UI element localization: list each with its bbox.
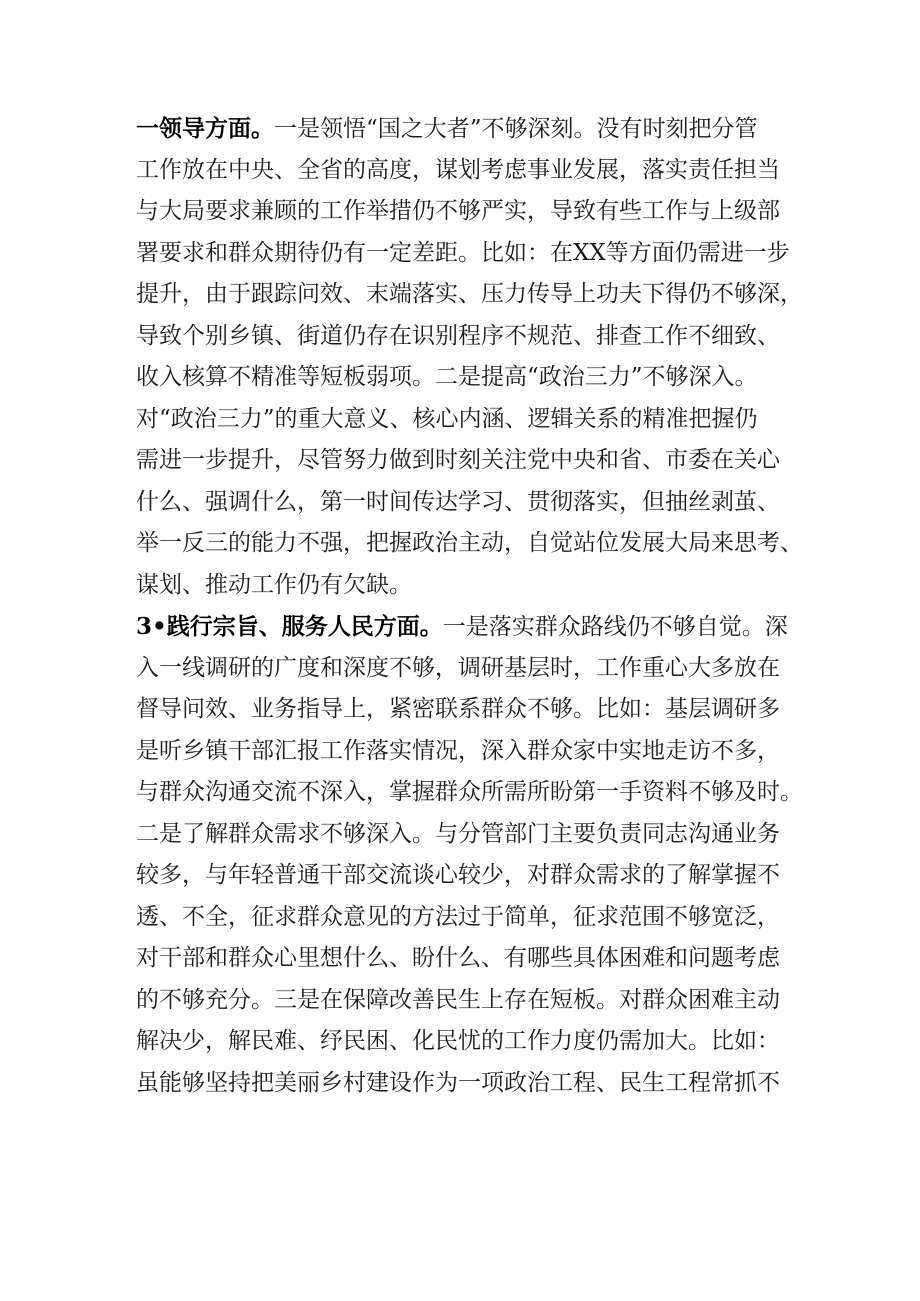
line-text: 入一线调研的广度和深度不够，调研基层时，工作重心大多放在 bbox=[136, 654, 780, 681]
text-line bbox=[136, 897, 816, 939]
line-text: 工作放在中央、全省的高度，谋划考虑事业发展，落实责任担当 bbox=[136, 156, 780, 183]
text-line bbox=[136, 814, 816, 856]
text-line bbox=[136, 523, 816, 565]
text-line bbox=[136, 980, 816, 1022]
text-line bbox=[136, 731, 816, 773]
line-text: 谋划、推动工作仍有欠缺。 bbox=[136, 571, 412, 598]
line-text: 提升，由于跟踪问效、末端落实、压力传导上功夫下得仍不够深， bbox=[136, 281, 803, 307]
text-line bbox=[136, 855, 816, 897]
text-line bbox=[136, 316, 816, 358]
line-text: 什么、强调什么，第一时间传达学习、贯彻落实，但抽丝剥茧、 bbox=[136, 488, 780, 515]
line-text: 的不够充分。三是在保障改善民生上存在短板。对群众困难主动 bbox=[136, 986, 780, 1013]
line-text: 虽能够坚持把美丽乡村建设作为一项政治工程、民生工程常抓不 bbox=[136, 1069, 780, 1096]
text-line bbox=[136, 399, 816, 441]
text-line bbox=[136, 440, 816, 482]
line-text: 举一反三的能力不强，把握政治主动，自觉站位发展大局来思考、 bbox=[136, 530, 803, 556]
line-text: 解决少，解民难、纾民困、化民忧的工作力度仍需加大。比如： bbox=[136, 1028, 780, 1054]
line-text: 导致个别乡镇、街道仍存在识别程序不规范、排查工作不细致、 bbox=[136, 322, 780, 349]
section-heading: 3•践行宗旨、服务人民方面。 bbox=[136, 613, 443, 640]
body-text bbox=[136, 108, 816, 1104]
line-text: 对“政治三力”的重大意义、核心内涵、逻辑关系的精准把握仍 bbox=[136, 405, 758, 432]
text-line bbox=[136, 233, 816, 275]
text-line bbox=[136, 772, 816, 814]
text-line bbox=[136, 606, 816, 648]
line-text: 二是了解群众需求不够深入。与分管部门主要负责同志沟通业务 bbox=[136, 820, 780, 847]
text-line bbox=[136, 191, 816, 233]
text-line bbox=[136, 108, 816, 150]
line-text: 与群众沟通交流不深入，掌握群众所需所盼第一手资料不够及时。 bbox=[136, 779, 803, 805]
line-text: 一是落实群众路线仍不够自觉。深 bbox=[442, 614, 788, 640]
text-line bbox=[136, 648, 816, 690]
line-text: 与大局要求兼顾的工作举措仍不够严实，导致有些工作与上级部 bbox=[136, 198, 780, 224]
text-line bbox=[136, 150, 816, 192]
text-line bbox=[136, 482, 816, 524]
line-text: 对干部和群众心里想什么、盼什么、有哪些具体困难和问题考虑 bbox=[136, 945, 780, 971]
text-line bbox=[136, 1021, 816, 1063]
line-text: 较多，与年轻普通干部交流谈心较少，对群众需求的了解掌握不 bbox=[136, 862, 780, 888]
text-line bbox=[136, 689, 816, 731]
line-text: 收入核算不精准等短板弱项。二是提高“政治三力”不够深入。 bbox=[136, 364, 758, 390]
line-text: 一是领悟“国之大者”不够深刻。没有时刻把分管 bbox=[274, 116, 758, 142]
line-text: 是听乡镇干部汇报工作落实情况，深入群众家中实地走访不多， bbox=[136, 737, 780, 764]
text-line bbox=[136, 357, 816, 399]
line-text: 督导问效、业务指导上，紧密联系群众不够。比如：基层调研多 bbox=[136, 696, 780, 722]
text-line bbox=[136, 565, 816, 607]
section-heading: 一领导方面。 bbox=[136, 115, 274, 142]
text-line bbox=[136, 1063, 816, 1105]
text-line bbox=[136, 938, 816, 980]
line-text: 署要求和群众期待仍有一定差距。比如：在XX等方面仍需进一步 bbox=[136, 239, 790, 266]
line-text: 透、不全，征求群众意见的方法过于简单，征求范围不够宽泛， bbox=[136, 903, 780, 930]
line-text: 需进一步提升，尽管努力做到时刻关注党中央和省、市委在关心 bbox=[136, 447, 780, 473]
text-line bbox=[136, 274, 816, 316]
